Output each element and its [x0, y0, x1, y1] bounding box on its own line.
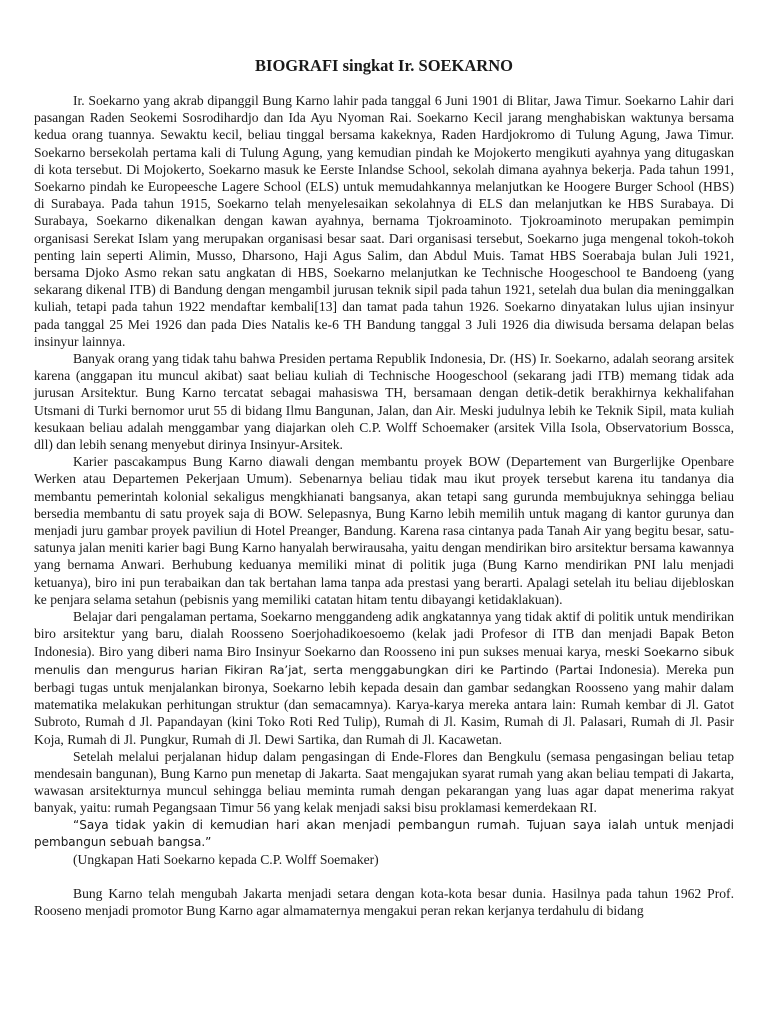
quote: “Saya tidak yakin di kemudian hari akan menjadi pembangun rumah. Tujuan saya ialah untuk menjadi pembangun sebuah bangsa.” — [34, 817, 734, 849]
paragraph-career: Karier pascakampus Bung Karno diawali dengan membantu proyek BOW (Departement van Burgerlijke Openbare Werken atau Departemen Pekerjaan Umum). Sebenarnya beliau tidak mau ikut proyek tersebut karena itu tandanya dia membantu pemerintah kolonial sekaligus mengkhianati bangsanya, akan tetapi sang gurunda membujuknya sehingga beliau bersedia membantu di satu proyek saja di BOW. Selepasnya, Bung Karno lebih memilih untuk magang di kantor gurunya dan menjadi juru gambar proyek paviliun di Hotel Preanger, Bandung. Karena rasa cintanya pada Tanah Air yang begitu besar, satu-satunya jalan meniti karier bagi Bung Karno hanyalah berwirausaha, yaitu dengan mendirikan biro arsitektur bersama kawannya yang bernama Anwari. Berhubung keduanya memiliki minat di politik juga (Bung Karno mendirikan PNI lalu menjadi ketuanya), biro ini pun terabaikan dan tak bertahan lama tanpa ada prestasi yang berarti. Apalagi setelah itu beliau dijebloskan ke penjara selama setahun (pebisnis yang memiliki catatan hitam tentu dibayangi ketidaklakuan). — [34, 454, 734, 607]
paragraph-architect: Banyak orang yang tidak tahu bahwa Presiden pertama Republik Indonesia, Dr. (HS) Ir. Soekarno, adalah seorang arsitek karena (anggapan itu muncul akibat) saat beliau kuliah di Technische Hoogeschool (sekarang jadi ITB) memang tidak ada jurusan Arsitektur. Bung Karno tercatat sebagai mahasiswa TH, bersamaan dengan detik-detik berakhirnya kekhalifahan Utsmani di Turki bernomor urut 55 di bidang Ilmu Bangunan, Jalan, dan Air. Meski judulnya lebih ke Teknik Sipil, mata kuliah kesukaan beliau adalah menggambar yang diajarkan oleh C.P. Wolff Schoemaker (arsitek Villa Isola, Observatorium Bossca, dll) dan lebih senang menyebut dirinya Insinyur-Arsitek. — [34, 351, 734, 453]
paragraph-architecture-bureau-part3: Indonesia). Mereka pun berbagi tugas untuk menjalankan bironya, Soekarno lebih kepada desain dan gambar sedangkan Roosseno yang mahir dalam matematika melakukan perhitungan struktur (dan semacamnya). Karya-karya mereka antara lain: Rumah kembar di Jl. Gatot Subroto, Rumah d Jl. Papandayan (kini Toko Roti Red Tulip), Rumah di Jl. Kasim, Rumah di Jl. Palasari, Rumah di Jl. Pasir Koja, Rumah di Jl. Pungkur, Rumah di Jl. Dewi Sartika, dan Rumah di Jl. Kacawetan. — [34, 661, 735, 747]
paragraph-architecture-bureau-part2: meski Soekarno sibuk menulis dan mengurus harian Fikiran Ra’jat, serta menggabungkan diri ke Partindo (Partai — [34, 644, 735, 677]
paragraph-architecture-bureau-part1: Belajar dari pengalaman pertama, Soekarno menggandeng adik angkatannya yang tidak aktif di politik untuk mendirikan biro arsitektur yang baru, dialah Roosseno Soerjohadikoesoemo (kelak jadi Profesor di ITB dan menjadi Bapak Beton Indonesia). Biro yang diberi nama Biro Insinyur Soekarno dan Roosseno ini pun sukses menuai karya, — [34, 609, 734, 659]
paragraph-early-life: Ir. Soekarno yang akrab dipanggil Bung Karno lahir pada tanggal 6 Juni 1901 di Blitar, Jawa Timur. Soekarno Lahir dari pasangan Raden Seokemi Sosrodihardjo dan Ida Ayu Nyoman Rai. Soekarno Kecil jarang menghabiskan waktunya bersama kedua orang tuannya. Sewaktu kecil, beliau tinggal bersama kakeknya, Raden Hardjokromo di Tulung Agung, Jawa Timur. Soekarno bersekolah pertama kali di Tulung Agung, yang kemudian pindah ke Mojokerto mengikuti ayahnya yang ditugaskan di kota tersebut. Di Mojokerto, Soekarno masuk ke Eerste Inlandse School, sekolah dimana ayahnya bekerja. Pada tahun 1991, Soekarno pindah ke Europeesche Lagere School (ELS) untuk memudahkannya melanjutkan ke Hoogere Burger School (HBS) di Surabaya. Pada tahun 1915, Soekarno telah menyelesaikan sekolahnya di ELS dan melanjutkan ke HBS Surabaya. Di Surabaya, Soekarno dikenalkan dengan kawan ayahnya, bernama Tjokroaminoto. Tjokroaminoto merupakan pemimpin organisasi Serekat Islam yang merupakan organisasi besar saat. Dari organisasi tersebut, Soekarno juga mengenal tokoh-tokoh penting lain seperti Alimin, Musso, Dharsono, Haji Agus Salim, dan Abdul Muis. Tamat HBS Soerabaja bulan Juli 1921, bersama Djoko Asmo rekan satu angkatan di HBS, Soekarno melanjutkan ke Technische Hoogeschool te Bandoeng (yang sekarang dikenal ITB) di Bandung dengan mengambil jurusan teknik sipil pada tahun 1921, setelah dua bulan dia meninggalkan kuliah, tetapi pada tahun 1922 mendaftar kembali[13] dan tamat pada tahun 1926. Soekarno dinyatakan lulus ujian insinyur pada tanggal 25 Mei 1926 dan pada Dies Natalis ke-6 TH Bandung tanggal 3 Juli 1926 dia diwisuda bersama delapan belas insinyur lainnya. — [34, 93, 734, 349]
document-title: BIOGRAFI singkat Ir. SOEKARNO — [255, 56, 513, 75]
paragraph-architecture-bureau — [34, 608, 734, 748]
paragraph-jakarta: Setelah melalui perjalanan hidup dalam pengasingan di Ende-Flores dan Bengkulu (semasa pengasingan beliau tetap mendesain bangunan), Bung Karno pun menetap di Jakarta. Saat mengajukan syarat rumah yang akan beliau tempati di Jakarta, wawasan arsitekturnya muncul sehingga beliau meminta rumah dengan pekarangan yang luas agar dapat menerima rakyat banyak, yaitu: rumah Pegangsaan Timur 56 yang kelak menjadi saksi bisu proklamasi kemerdekaan RI. — [34, 748, 734, 816]
quote-attribution: (Ungkapan Hati Soekarno kepada C.P. Wolff Soemaker) — [73, 851, 379, 867]
document-body — [34, 92, 734, 920]
paragraph-legacy: Bung Karno telah mengubah Jakarta menjadi setara dengan kota-kota besar dunia. Hasilnya pada tahun 1962 Prof. Rooseno menjadi promotor Bung Karno agar almamaternya mengakui peran rekan kerjanya terdahulu di bidang — [34, 886, 734, 919]
